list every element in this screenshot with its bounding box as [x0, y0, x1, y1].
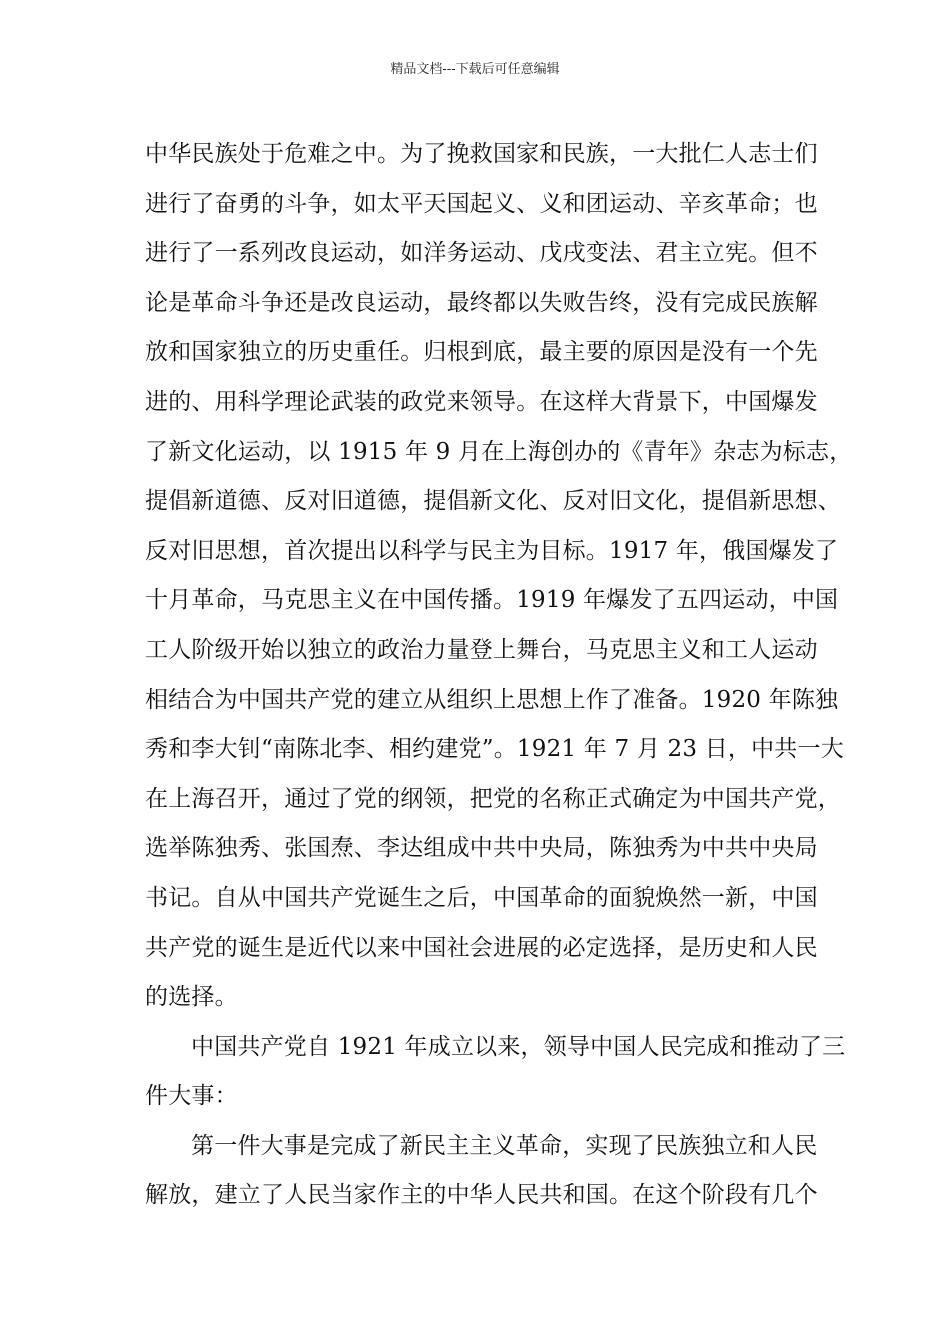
- text-line: 十月革命，马克思主义在中国传播。1919 年爆发了五四运动，中国: [145, 587, 839, 614]
- text-line: 论是革命斗争还是改良运动，最终都以失败告终，没有完成民族解: [145, 289, 818, 316]
- text-line: 共产党的诞生是近代以来中国社会进展的必定选择，是历史和人民: [145, 934, 818, 961]
- text-line: 秀和李大钊“南陈北李、相约建党”。1921 年 7 月 23 日，中共一大: [145, 736, 844, 763]
- page-header: 精品文档---下载后可任意编辑: [390, 62, 560, 77]
- text-line: 相结合为中国共产党的建立从组织上思想上作了准备。1920 年陈独: [145, 686, 839, 713]
- text-line: 了新文化运动，以 1915 年 9 月在上海创办的《青年》杂志为标志，: [145, 438, 853, 465]
- text-line: 反对旧思想，首次提出以科学与民主为目标。1917 年，俄国爆发了: [145, 537, 839, 564]
- text-line: 在上海召开，通过了党的纲领，把党的名称正式确定为中国共产党，: [145, 785, 841, 812]
- text-line: 进的、用科学理论武装的政党来领导。在这样大背景下，中国爆发: [145, 388, 818, 415]
- text-line: 进行了奋勇的斗争，如太平天国起义、义和团运动、辛亥革命；也: [145, 190, 818, 217]
- text-line: 提倡新道德、反对旧道德，提倡新文化、反对旧文化，提倡新思想、: [145, 488, 841, 515]
- text-line: 件大事：: [145, 1083, 238, 1110]
- body-text: [145, 130, 853, 1221]
- paragraph-first-line: 中国共产党自 1921 年成立以来，领导中国人民完成和推动了三: [191, 1033, 846, 1060]
- text-line: 选举陈独秀、张国焘、李达组成中共中央局，陈独秀为中共中央局: [145, 835, 818, 862]
- text-line: 进行了一系列改良运动，如洋务运动、戊戌变法、君主立宪。但不: [145, 240, 818, 267]
- text-line: 解放，建立了人民当家作主的中华人民共和国。在这个阶段有几个: [145, 1182, 818, 1209]
- text-line: 工人阶级开始以独立的政治力量登上舞台，马克思主义和工人运动: [145, 636, 818, 663]
- text-line: 放和国家独立的历史重任。归根到底，最主要的原因是没有一个先: [145, 339, 818, 366]
- text-line: 的选择。: [145, 984, 238, 1011]
- paragraph-first-line: 第一件大事是完成了新民主主义革命，实现了民族独立和人民: [191, 1132, 818, 1159]
- text-line: 书记。自从中国共产党诞生之后，中国革命的面貌焕然一新，中国: [145, 884, 818, 911]
- text-line: 中华民族处于危难之中。为了挽救国家和民族，一大批仁人志士们: [145, 141, 818, 167]
